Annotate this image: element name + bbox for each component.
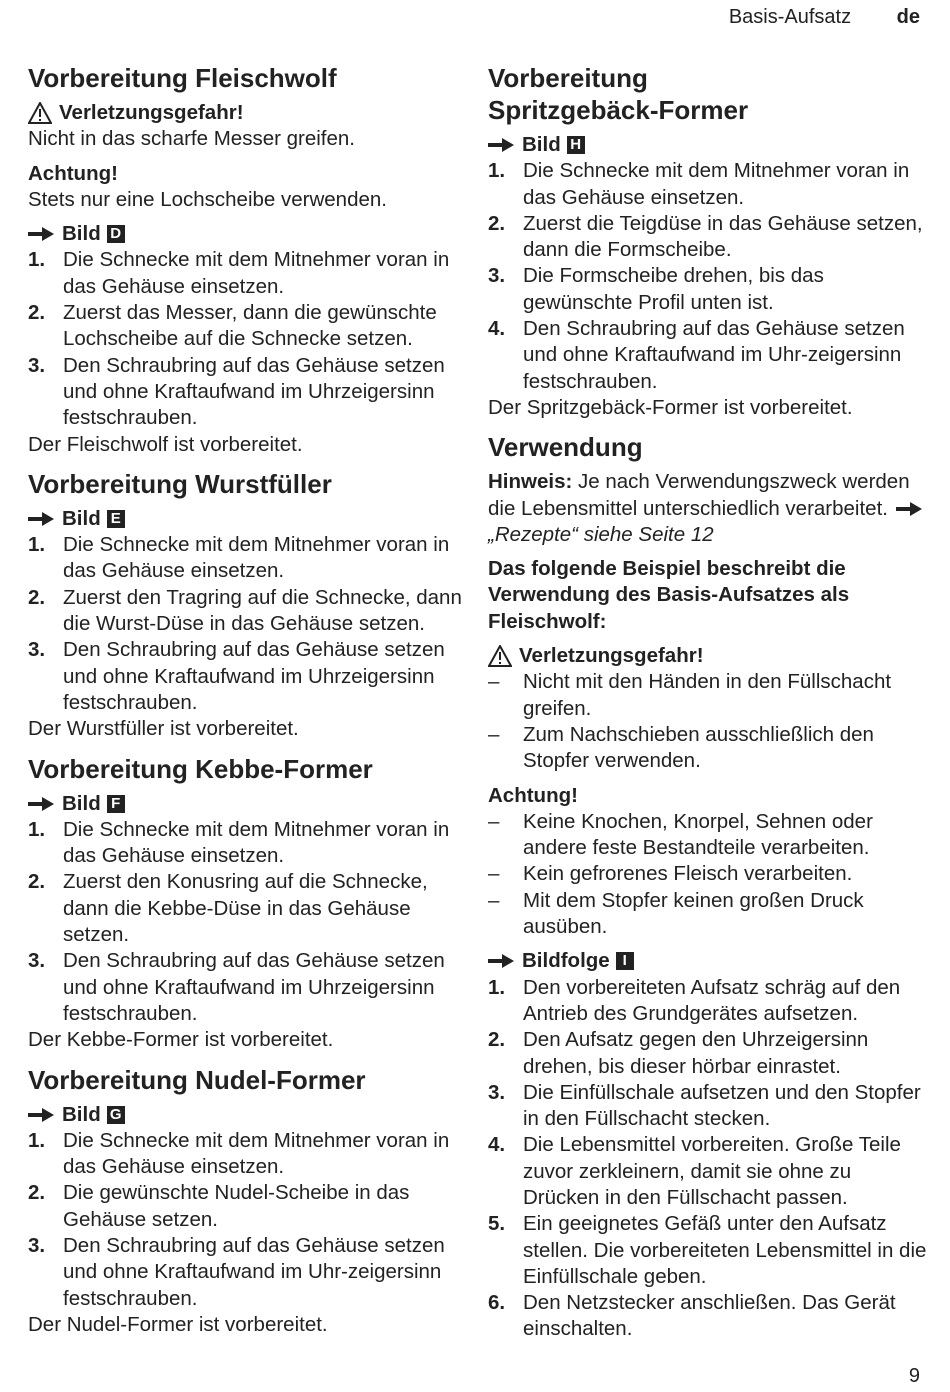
result-text: Der Spritzgebäck-Former ist vorbereitet.: [488, 395, 853, 419]
warning-text: Nicht in das scharfe Messer greifen.: [28, 127, 355, 151]
section-title: Verwendung: [488, 432, 643, 463]
section-title: Vorbereitung Fleischwolf: [28, 63, 337, 93]
list-item: 3. Den Schraubring auf das Gehäuse setzen und ohne Kraftaufwand im Uhrzeigersinn festschrauben.: [28, 353, 445, 430]
header-language: de: [896, 6, 920, 28]
arrow-right-icon: [488, 954, 514, 968]
note: [488, 469, 928, 548]
figure-letter-badge: H: [567, 136, 585, 154]
list-item: 3. Die Formscheibe drehen, bis das gewünschte Profil unten ist.: [488, 264, 824, 314]
page-number: 9: [908, 1365, 920, 1387]
figure-letter-badge: F: [107, 795, 125, 813]
result-text: Der Wurstfüller ist vorbereitet.: [28, 717, 299, 741]
figure-letter-badge: I: [616, 952, 634, 970]
list-item: 2. Zuerst den Tragring auf die Schnecke, dann die Wurst-Düse in das Gehäuse setzen.: [28, 585, 462, 636]
section-title: Vorbereitung Kebbe-Former: [28, 753, 373, 784]
warning-icon: [28, 102, 52, 124]
right-column: [488, 62, 928, 1353]
list-item: 2. Den Aufsatz gegen den Uhrzeigersinn drehen, bis dieser hörbar einrastet.: [488, 1028, 869, 1078]
figure-label: Bild: [62, 222, 101, 246]
note-text: Je nach Verwendungszweck werden die Lebensmittel unterschiedlich verarbeitet.: [488, 470, 910, 520]
list-item: 3. Die Einfüllschale aufsetzen und den Stopfer in den Füllschacht stecken.: [488, 1080, 921, 1131]
section-nudel: [28, 1064, 468, 1339]
figure-label: Bild: [522, 133, 561, 156]
figure-label: Bildfolge: [522, 949, 610, 973]
list-item: 5. Ein geeignetes Gefäß unter den Aufsatz stellen. Die vorbereiteten Lebensmittel in die Einfüllschale geben.: [488, 1212, 927, 1288]
section-title: Vorbereitung Wurstfüller: [28, 468, 332, 499]
warning-icon: [488, 645, 512, 667]
warning-label: Verletzungsgefahr!: [59, 101, 244, 124]
left-column: [28, 62, 468, 1348]
figure-reference: [28, 221, 468, 247]
figure-reference: [28, 1102, 468, 1128]
result-text: Der Nudel-Former ist vorbereitet.: [28, 1312, 328, 1336]
result-text: Der Fleischwolf ist vorbereitet.: [28, 432, 303, 456]
list-item: 3. Den Schraubring auf das Gehäuse setzen und ohne Kraftaufwand im Uhr-zeigersinn festschrauben.: [28, 1233, 445, 1310]
section-wurstfueller: [28, 468, 468, 743]
attention-text: Stets nur eine Lochscheibe verwenden.: [28, 187, 387, 211]
section-verwendung: [488, 431, 928, 1343]
section-fleischwolf: [28, 62, 468, 458]
list-item: 6. Den Netzstecker anschließen. Das Gerät einschalten.: [488, 1291, 896, 1341]
page-header: [729, 6, 920, 29]
header-section: Basis-Aufsatz: [728, 6, 852, 28]
list-item: 1. Den vorbereiteten Aufsatz schräg auf den Antrieb des Grundgerätes aufsetzen.: [488, 975, 901, 1025]
steps-list: [28, 817, 468, 1027]
list-item: 3. Den Schraubring auf das Gehäuse setzen und ohne Kraftaufwand im Uhrzeigersinn festschrauben.: [28, 638, 445, 714]
list-item: – Nicht mit den Händen in den Füllschacht greifen.: [488, 670, 892, 720]
steps-list: [28, 247, 468, 431]
arrow-right-icon: [488, 138, 514, 152]
list-item: – Zum Nachschieben ausschließlich den Stopfer verwenden.: [488, 722, 874, 773]
list-item: 4. Die Lebensmittel vorbereiten. Große Teile zuvor zerkleinern, damit sie ohne zu Drücken in den Füllschacht passen.: [488, 1133, 901, 1209]
steps-list: [28, 1128, 468, 1312]
arrow-right-icon: [28, 797, 54, 811]
list-item: 2. Zuerst die Teigdüse in das Gehäuse setzen, dann die Formscheibe.: [488, 211, 923, 262]
section-title: Vorbereitung Spritzgebäck-Former: [488, 63, 749, 125]
list-item: 2. Zuerst das Messer, dann die gewünschte Lochscheibe auf die Schnecke setzen.: [28, 301, 437, 351]
figure-reference: [488, 132, 928, 158]
list-item: – Kein gefrorenes Fleisch verarbeiten.: [488, 862, 853, 886]
steps-list: [488, 975, 928, 1343]
figure-reference: [488, 948, 928, 974]
list-item: 2. Die gewünschte Nudel-Scheibe in das Gehäuse setzen.: [28, 1181, 410, 1231]
attention-label: Achtung!: [488, 783, 578, 807]
figure-reference: [28, 506, 468, 532]
figure-label: Bild: [62, 1102, 101, 1126]
list-item: 1. Die Schnecke mit dem Mitnehmer voran in das Gehäuse einsetzen.: [28, 533, 450, 583]
warning: [28, 100, 468, 126]
warning-label: Verletzungsgefahr!: [519, 644, 704, 668]
list-item: 2. Zuerst den Konusring auf die Schnecke, dann die Kebbe-Düse in das Gehäuse setzen.: [28, 870, 428, 947]
list-item: – Keine Knochen, Knorpel, Sehnen oder andere feste Bestandteile verarbeiten.: [488, 809, 873, 860]
arrow-right-icon: [28, 227, 54, 241]
section-spritzgebaeck: [488, 62, 928, 421]
list-item: 1. Die Schnecke mit dem Mitnehmer voran in das Gehäuse einsetzen.: [488, 159, 910, 209]
result-text: Der Kebbe-Former ist vorbereitet.: [28, 1028, 334, 1052]
list-item: 1. Die Schnecke mit dem Mitnehmer voran in das Gehäuse einsetzen.: [28, 817, 450, 868]
note-reference: „Rezepte“ siehe Seite 12: [488, 522, 714, 546]
arrow-right-icon: [28, 1108, 54, 1122]
figure-letter-badge: E: [107, 510, 125, 528]
figure-letter-badge: D: [107, 225, 125, 243]
arrow-right-icon: [896, 502, 922, 516]
list-item: 4. Den Schraubring auf das Gehäuse setzen und ohne Kraftaufwand im Uhr-zeigersinn festschrauben.: [488, 317, 905, 393]
attention-label: Achtung!: [28, 161, 118, 185]
attention-list: [488, 809, 928, 940]
figure-label: Bild: [62, 791, 101, 815]
list-item: 3. Den Schraubring auf das Gehäuse setzen und ohne Kraftaufwand im Uhrzeigersinn festschrauben.: [28, 949, 445, 1025]
figure-letter-badge: G: [107, 1106, 125, 1124]
warning-list: [488, 669, 928, 774]
figure-reference: [28, 791, 468, 817]
note-label: Hinweis:: [488, 470, 573, 494]
list-item: – Mit dem Stopfer keinen großen Druck ausüben.: [488, 888, 864, 939]
warning: [488, 643, 928, 669]
steps-list: [488, 158, 928, 395]
arrow-right-icon: [28, 512, 54, 526]
figure-label: Bild: [62, 506, 101, 530]
list-item: 1. Die Schnecke mit dem Mitnehmer voran in das Gehäuse einsetzen.: [28, 248, 450, 298]
steps-list: [28, 532, 468, 716]
section-title: Vorbereitung Nudel-Former: [28, 1064, 366, 1095]
example-intro: Das folgende Beispiel beschreibt die Verwendung des Basis-Aufsatzes als Fleischwolf:: [488, 557, 850, 633]
section-kebbe: [28, 753, 468, 1054]
list-item: 1. Die Schnecke mit dem Mitnehmer voran in das Gehäuse einsetzen.: [28, 1128, 450, 1179]
